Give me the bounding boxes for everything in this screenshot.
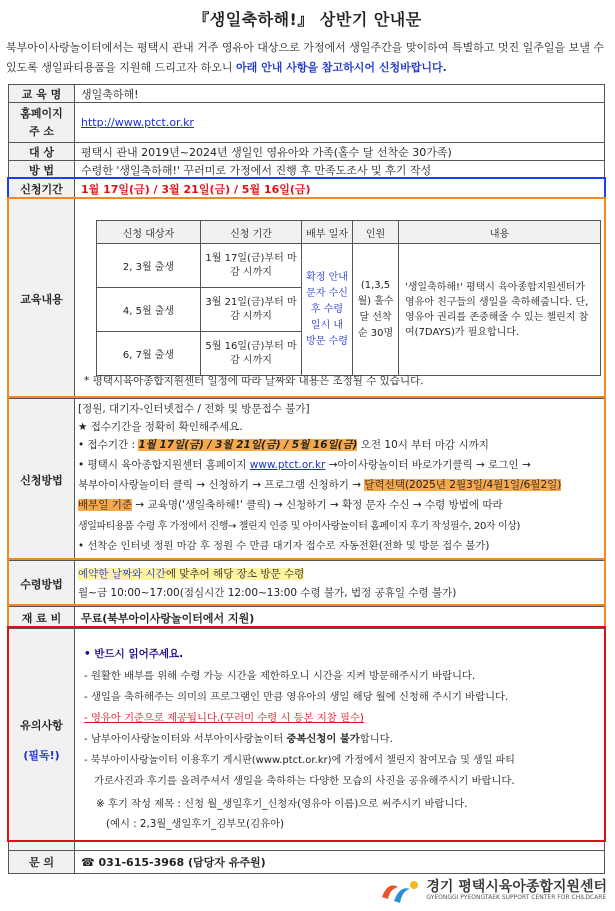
caution-line: ※ 후기 작성 제목 : 신청 월_생일후기_신청자(영유아 이름)으로 써주시기 바랍니다. <box>96 798 468 810</box>
row-receive: 수령방법 <box>9 561 604 607</box>
page-title: 『생일축하해!』 상반기 안내문 <box>193 10 422 29</box>
row-program: 교 육 명 생일축하해! <box>9 85 604 103</box>
caution-line: - 북부아이사랑놀이터 이용후기 게시판(www.ptct.or.kr)에 가정에서 챌린지 참여모습 및 생일 파티 <box>84 755 515 766</box>
period-highlight-box <box>7 177 606 199</box>
caution-line: - 원활한 배부를 위해 수령 가능 시간을 제한하오니 시간을 지켜 방문해주시기 바랍니다. <box>84 670 476 682</box>
content-note: * 평택시육아종합지원센터 일정에 따라 날짜와 내용은 조정될 수 있습니다. <box>84 375 424 387</box>
apply-line: • 선착순 인터넷 정원 마감 후 정원 수 만큼 대기자 접수로 자동전환(전화 및 방문 접수 불가) <box>78 540 490 552</box>
apply-line: 배부일 기준 → 교육명('생일축하해!' 클릭) → 신청하기 → 확정 문자 수신 → 수령 방법에 따라 <box>78 499 503 511</box>
row-content: 교육내용 <box>9 199 604 399</box>
fee-highlight-box <box>7 604 606 628</box>
apply-line: [정원, 대기자-인터넷접수 / 전화 및 방문접수 불가] <box>78 403 310 415</box>
row-target: 대 상 평택시 관내 2019년~2024년 생일인 영유아와 가족(홀수 달 선착순 30가족) <box>9 143 604 161</box>
row-contact: 문 의 ☎ 031-615-3968 (담당자 유주원) <box>9 851 604 873</box>
apply-line: • 평택시 육아종합지원센터 홈페이지 www.ptct.or.kr →아이사랑놀이터 바로가기클릭 → 로그인 → <box>78 459 531 471</box>
intro-text: 북부아이사랑놀이터에서는 평택시 관내 거주 영유아 대상으로 가정에서 생일주간을 맞이하여 특별하고 멋진 일주일을 보낼 수 있도록 생일파티용품을 지원해 드리고자 하오니 아래 안내 사항을 참고하시어 신청바랍니다. <box>6 41 605 74</box>
homepage-link[interactable]: http://www.ptct.or.kr <box>81 116 194 129</box>
caution-head: • 반드시 읽어주세요. <box>84 648 184 660</box>
table-row: 6, 7월 출생 5월 16일(금)부터 마감 시까지 <box>97 332 601 376</box>
caution-line: - 생일을 축하해주는 의미의 프로그램인 만큼 영유아의 생일 해당 월에 신청해 주시기 바랍니다. <box>84 691 509 703</box>
caution-line: - 남부아이사랑놀이터와 서부아이사랑놀이터 중복신청이 불가합니다. <box>84 733 393 745</box>
row-method: 방 법 수령한 '생일축하해!' 꾸러미로 가정에서 진행 후 만족도조사 및 후기 작성 <box>9 161 604 179</box>
schedule-table: 신청 대상자 신청 기간 배부 일자 인원 내용 2, 3월 출생 1월 17일(금)부터 마감 시까지 확정 안내문자 수신 후 수령 일시 내 방문 수령 (1,3,5월) 홀수 달 선착순 30명 '생일축하해!' 평택시 육아종합지원센터가 영유아 친구들의 생일을 축하해줍니다. 단, 영유아 권리를 존중해줄 수 있는 챌린지 참여(7DAYS)가 필요합니다. 4, 5월 출생 3월 21일(금)부터 마감 시까지 6, 7월 출생 5월 16일(금)부터 마감 시까지 <box>96 220 601 376</box>
caution-line: 가로사진과 후기를 올려주셔서 생일을 축하하는 다양한 모습의 사진을 공유해주시기 바랍니다. <box>94 775 515 787</box>
apply-line: 생일파티용품 수령 후 가정에서 진행→ 챌린지 인증 및 아이사랑놀이터 홈페이지 후기 작성필수, 20자 이상) <box>78 521 520 532</box>
caution-line: - 영유아 기준으로 제공됩니다.(꾸러미 수령 시 등본 지참 필수) <box>84 712 364 724</box>
ptct-link[interactable]: www.ptct.or.kr <box>249 459 326 471</box>
receive-line: 월~금 10:00~17:00(점심시간 12:00~13:00 수령 불가, 법정 공휴일 수령 불가) <box>78 587 457 599</box>
table-row: 2, 3월 출생 1월 17일(금)부터 마감 시까지 확정 안내문자 수신 후 수령 일시 내 방문 수령 (1,3,5월) 홀수 달 선착순 30명 '생일축하해!' 평택시 육아종합지원센터가 영유아 친구들의 생일을 축하해줍니다. 단, 영유아 권리를 존중해줄 수 있는 챌린지 참여(7DAYS)가 필요합니다. <box>97 244 601 288</box>
row-homepage: 홈페이지 주 소 http://www.ptct.or.kr <box>9 103 604 143</box>
apply-line: 북부아이사랑놀이터 클릭 → 신청하기 → 프로그램 신청하기 → 달력선택(2025년 2월3일/4월1일/6월2일) <box>78 479 562 491</box>
receive-line: 예약한 날짜와 시간에 맞추어 해당 장소 방문 수령 <box>78 568 305 580</box>
center-logo: 경기 평택시육아종합지원센터 GYEONGGI PYEONGTAEK SUPPORT CENTER FOR CHILDCARE <box>378 877 607 905</box>
row-caution: 유의사항 (필독!) <box>9 629 604 851</box>
row-fee: 재 료 비 무료(북부아이사랑놀이터에서 지원) <box>9 607 604 629</box>
logo-icon <box>378 877 422 905</box>
apply-line: • 접수기간 : 1월 17일(금) / 3월 21일(금) / 5월 16일(금) 오전 10시 부터 마감 시까지 <box>78 439 489 451</box>
apply-line: ★ 접수기간을 정확히 확인해주세요. <box>78 421 243 433</box>
caution-line: (예시 : 2,3월_생일후기_김부모(김유아) <box>106 818 285 830</box>
table-row: 4, 5월 출생 3월 21일(금)부터 마감 시까지 <box>97 288 601 332</box>
row-apply: 신청방법 <box>9 399 604 561</box>
row-period: 신청기간 1월 17일(금) / 3월 21일(금) / 5월 16일(금) <box>9 179 604 199</box>
